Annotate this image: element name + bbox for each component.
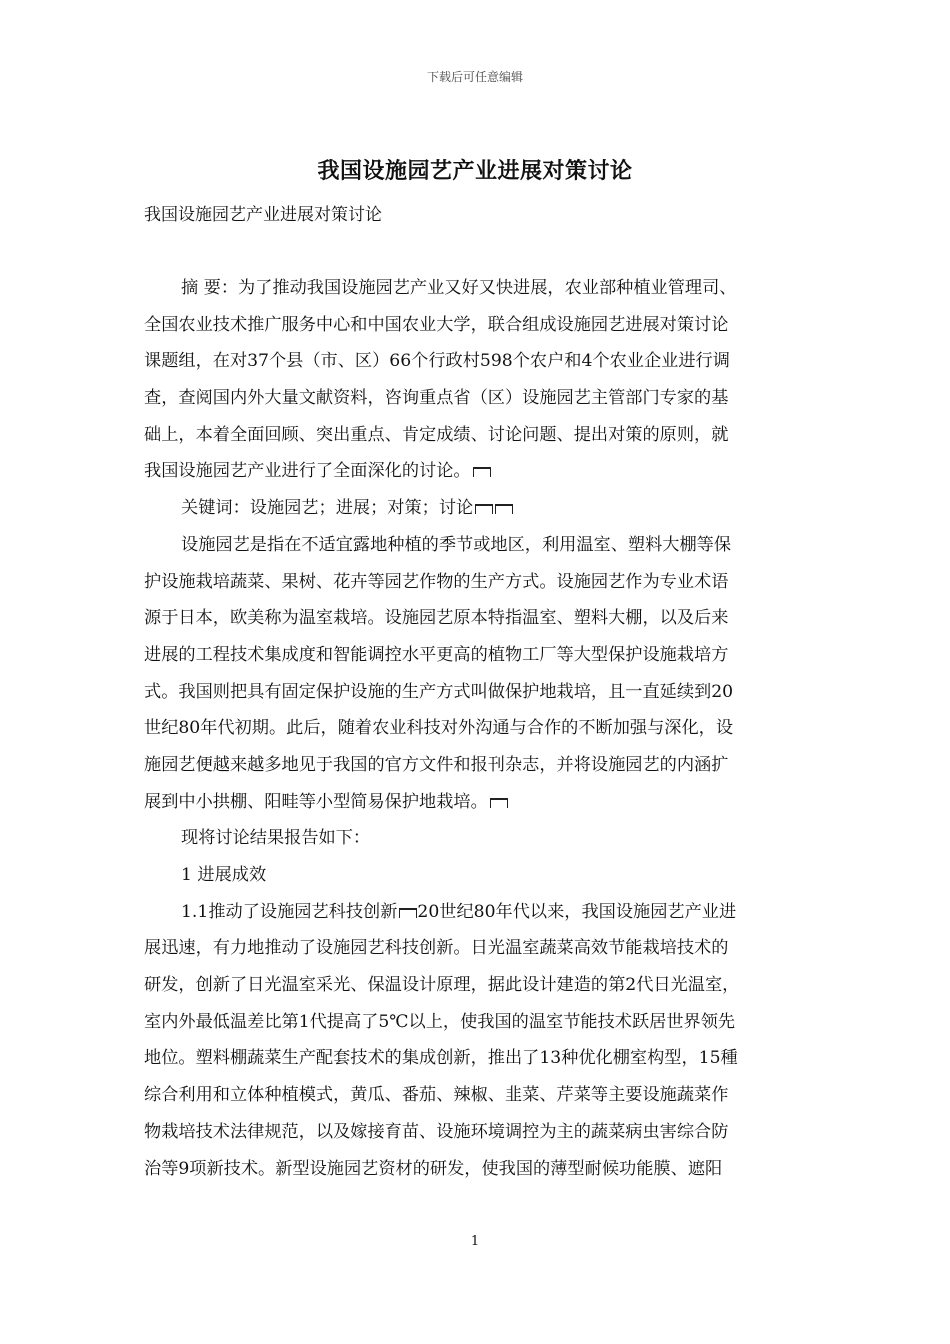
body-line <box>144 270 806 307</box>
line-text: 展迅速，有力地推动了设施园艺科技创新。日光温室蔬菜高效节能栽培技术的 <box>144 938 729 959</box>
section-heading <box>144 857 806 894</box>
body-line <box>144 417 806 454</box>
line-text: 础上，本着全面回顾、突出重点、肯定成绩、讨论问题、提出对策的原则，就 <box>144 424 729 445</box>
body-line <box>144 343 806 380</box>
line-text: 地位。塑料棚蔬菜生产配套技术的集成创新，推出了13种优化棚室构型，15種 <box>144 1048 738 1069</box>
document-subtitle: 我国设施园艺产业进展对策讨论 <box>144 205 382 225</box>
line-text: 现将讨论结果报告如下： <box>181 828 371 849</box>
body-line <box>144 490 806 527</box>
line-text: 关键词：设施园艺；进展；对策；讨论 <box>181 498 474 519</box>
body-line <box>144 1004 806 1041</box>
footnote-mark-icon <box>490 798 508 808</box>
body-line <box>144 674 806 711</box>
line-text: 施园艺便越来越多地见于我国的官方文件和报刊杂志，并将设施园艺的内涵扩 <box>144 754 729 775</box>
body-line <box>144 453 806 490</box>
line-text: 世纪80年代初期。此后，随着农业科技对外沟通与合作的不断加强与深化，设 <box>144 718 734 739</box>
line-text: 全国农业技术推广服务中心和中国农业大学，联合组成设施园艺进展对策讨论 <box>144 314 729 335</box>
line-text: 护设施栽培蔬菜、果树、花卉等园艺作物的生产方式。设施园艺作为专业术语 <box>144 571 729 592</box>
line-text: 查，查阅国内外大量文献资料，咨询重点省（区）设施园艺主管部门专家的基 <box>144 388 729 409</box>
body-line <box>144 1077 806 1114</box>
footnote-mark-icon <box>473 467 491 477</box>
document-title: 我国设施园艺产业进展对策讨论 <box>317 158 633 184</box>
page-header-note: 下载后可任意编辑 <box>426 70 523 84</box>
footnote-mark-icon <box>399 908 417 918</box>
line-text: 治等9项新技术。新型设施园艺资材的研发，使我国的薄型耐候功能膜、遮阳 <box>144 1158 723 1179</box>
body-line <box>144 527 806 564</box>
body-line <box>144 747 806 784</box>
line-text: 20世纪80年代以来，我国设施园艺产业进 <box>417 901 737 922</box>
body-line <box>144 820 806 857</box>
body-line <box>144 564 806 601</box>
line-text: 研发，创新了日光温室采光、保温设计原理，据此设计建造的第2代日光温室， <box>144 975 740 996</box>
body-line <box>144 637 806 674</box>
line-text: 课题组，在对37个县（市、区）66个行政村598个农户和4个农业企业进行调 <box>144 351 730 372</box>
line-text: 综合利用和立体种植模式，黄瓜、番茄、辣椒、韭菜、芹菜等主要设施蔬菜作 <box>144 1085 729 1106</box>
line-text: 摘 要：为了推动我国设施园艺产业又好又快进展，农业部种植业管理司、 <box>181 278 737 298</box>
body-line <box>144 784 806 821</box>
body-line <box>144 380 806 417</box>
body-line <box>144 930 806 967</box>
line-text: 展到中小拱棚、阳畦等小型简易保护地栽培。 <box>144 791 488 812</box>
body-line <box>144 1151 806 1188</box>
body-line <box>144 600 806 637</box>
line-text: 1 进展成效 <box>181 865 267 885</box>
page-number: 1 <box>470 1234 480 1249</box>
line-text: 源于日本，欧美称为温室栽培。设施园艺原本特指温室、塑料大棚，以及后来 <box>144 608 729 629</box>
document-body <box>144 270 806 1187</box>
body-line <box>144 307 806 344</box>
body-line <box>144 1040 806 1077</box>
footnote-mark-icon <box>495 504 513 514</box>
line-text: 进展的工程技术集成度和智能调控水平更高的植物工厂等大型保护设施栽培方 <box>144 644 729 665</box>
body-line <box>144 967 806 1004</box>
body-line <box>144 1114 806 1151</box>
line-text: 设施园艺是指在不适宜露地种植的季节或地区，利用温室、塑料大棚等保 <box>181 534 732 555</box>
body-line <box>144 894 806 931</box>
footnote-mark-icon <box>475 504 493 514</box>
line-text: 式。我国则把具有固定保护设施的生产方式叫做保护地栽培，且一直延续到20 <box>144 681 734 702</box>
line-text: 我国设施园艺产业进行了全面深化的讨论。 <box>144 461 471 482</box>
line-text: 物栽培技术法律规范，以及嫁接育苗、设施环境调控为主的蔬菜病虫害综合防 <box>144 1121 729 1142</box>
line-text: 1.1推动了设施园艺科技创新 <box>181 901 398 922</box>
line-text: 室内外最低温差比第1代提高了5℃以上，使我国的温室节能技术跃居世界领先 <box>144 1011 736 1032</box>
body-line <box>144 710 806 747</box>
